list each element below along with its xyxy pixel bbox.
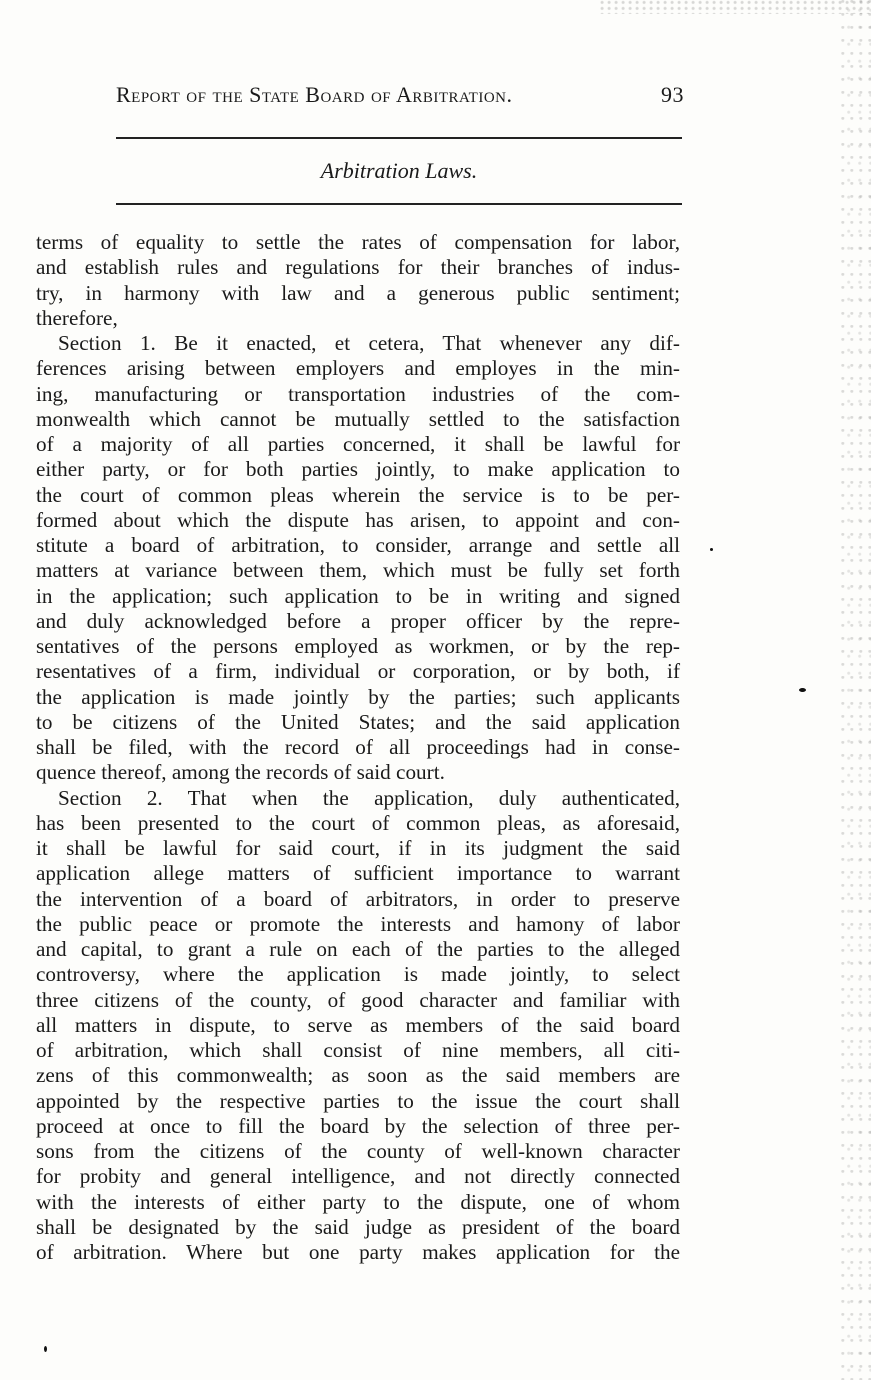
ink-speck (799, 688, 806, 692)
text-line: ferences arising between employers and employes in the min- (36, 356, 680, 381)
text-line: stitute a board of arbitration, to consider, arrange and settle all (36, 533, 680, 557)
text-line: therefore, (36, 305, 118, 330)
ink-speck (710, 548, 713, 551)
ink-speck (44, 1346, 47, 1352)
text-line: and establish rules and regulations for their branches of indus- (36, 255, 680, 280)
running-header (116, 82, 684, 116)
text-line: to be citizens of the United States; and the said application (36, 709, 680, 734)
text-line: controversy, where the application is made jointly, to select (36, 962, 680, 987)
text-line: in the application; such application to be in writing and signed (36, 583, 680, 608)
scan-top-noise (600, 0, 871, 14)
text-line: ing, manufacturing or transportation industries of the com- (36, 381, 680, 406)
text-line: the court of common pleas wherein the service is to be per- (36, 482, 680, 507)
page-number: 93 (661, 82, 684, 107)
header-rule-top (116, 137, 682, 139)
text-line: matters at variance between them, which must be fully set forth (36, 558, 680, 583)
text-line: of a majority of all parties concerned, it shall be lawful for (36, 432, 680, 456)
text-line: try, in harmony with law and a generous public sentiment; (36, 280, 680, 305)
text-line: Section 2. That when the application, duly authenticated, (58, 785, 680, 810)
text-line: monwealth which cannot be mutually settled to the satisfaction (36, 406, 680, 431)
text-line: zens of this commonwealth; as soon as the said members are (36, 1063, 680, 1088)
text-line: and capital, to grant a rule on each of the parties to the alleged (36, 937, 680, 961)
text-line: sons from the citizens of the county of well-known character (36, 1139, 680, 1163)
text-line: Section 1. Be it enacted, et cetera, That whenever any dif- (58, 331, 680, 355)
text-line: resentatives of a firm, individual or corporation, or by both, if (36, 659, 680, 684)
text-line: all matters in dispute, to serve as members of the said board (36, 1012, 680, 1037)
text-line: the application is made jointly by the parties; such applicants (36, 684, 680, 709)
text-line: has been presented to the court of common pleas, as aforesaid, (36, 810, 680, 835)
text-line: proceed at once to fill the board by the selection of three per- (36, 1113, 680, 1138)
text-line: shall be filed, with the record of all proceedings had in conse- (36, 735, 680, 759)
text-line: the public peace or promote the interests and hamony of labor (36, 911, 680, 936)
scan-edge-noise (841, 0, 871, 1380)
header-rule-bottom (116, 203, 682, 205)
text-line: and duly acknowledged before a proper officer by the repre- (36, 608, 680, 633)
text-line: of arbitration. Where but one party makes application for the (36, 1240, 680, 1264)
text-line: three citizens of the county, of good character and familiar with (36, 987, 680, 1012)
text-line: it shall be lawful for said court, if in its judgment the said (36, 836, 680, 860)
text-line: application allege matters of sufficient importance to warrant (36, 861, 680, 886)
text-line: of arbitration, which shall consist of nine members, all citi- (36, 1038, 680, 1062)
text-line: for probity and general intelligence, and not directly connected (36, 1164, 680, 1189)
section-title: Arbitration Laws. (320, 158, 478, 183)
text-line: shall be designated by the said judge as president of the board (36, 1214, 680, 1239)
text-line: sentatives of the persons employed as workmen, or by the rep- (36, 634, 680, 658)
text-line: with the interests of either party to the dispute, one of whom (36, 1189, 680, 1214)
running-title: Report of the State Board of Arbitration. (116, 82, 513, 107)
text-line: appointed by the respective parties to the issue the court shall (36, 1088, 680, 1113)
text-line: the intervention of a board of arbitrators, in order to preserve (36, 886, 680, 911)
text-line: either party, or for both parties jointly, to make application to (36, 457, 680, 482)
text-line: terms of equality to settle the rates of compensation for labor, (36, 230, 680, 254)
text-line: formed about which the dispute has arisen, to appoint and con- (36, 507, 680, 532)
text-line: quence thereof, among the records of said court. (36, 760, 445, 785)
body-text (36, 230, 680, 1265)
